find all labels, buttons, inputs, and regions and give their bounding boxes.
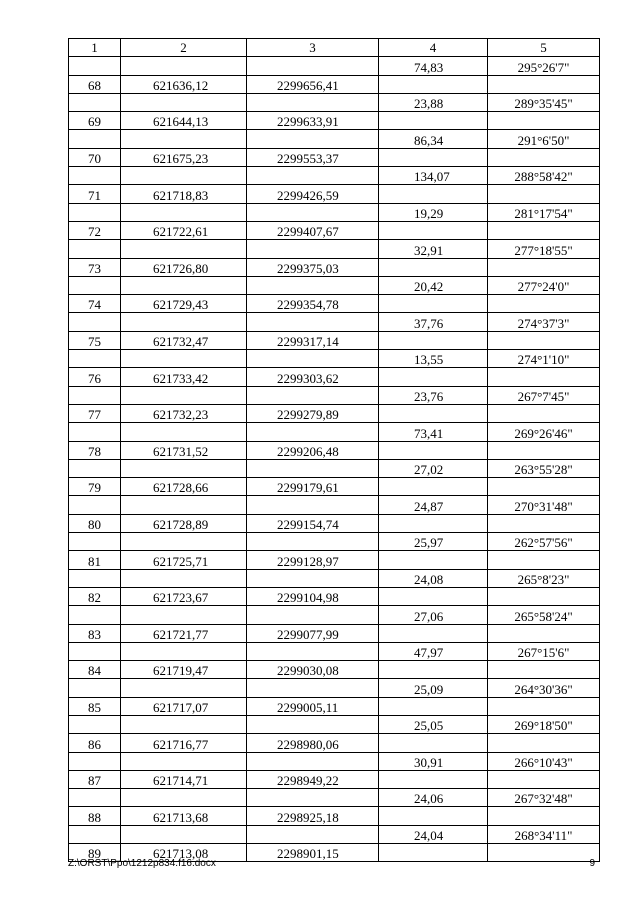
y-coordinate-cell: 2298949,22 xyxy=(247,770,379,788)
y-coordinate-cell: 2299179,61 xyxy=(247,478,379,496)
x-coordinate-cell: 621733,42 xyxy=(121,368,247,386)
empty-cell xyxy=(247,240,379,258)
angle-cell: 277°18'55" xyxy=(488,240,600,258)
y-coordinate-cell: 2299128,97 xyxy=(247,551,379,569)
empty-cell xyxy=(379,221,488,239)
point-row xyxy=(69,514,600,532)
header-cell-3: 3 xyxy=(247,39,379,57)
empty-cell xyxy=(488,258,600,276)
measure-row xyxy=(69,825,600,843)
angle-cell: 274°37'3" xyxy=(488,313,600,331)
point-number-cell: 79 xyxy=(69,478,121,496)
angle-cell: 263°55'28" xyxy=(488,459,600,477)
point-row xyxy=(69,661,600,679)
empty-cell xyxy=(247,642,379,660)
y-coordinate-cell: 2299154,74 xyxy=(247,514,379,532)
point-row xyxy=(69,697,600,715)
distance-cell: 27,06 xyxy=(379,606,488,624)
point-number-cell: 86 xyxy=(69,734,121,752)
measure-row xyxy=(69,203,600,221)
distance-cell: 37,76 xyxy=(379,313,488,331)
empty-cell xyxy=(69,752,121,770)
empty-cell xyxy=(69,350,121,368)
empty-cell xyxy=(69,606,121,624)
distance-cell: 30,91 xyxy=(379,752,488,770)
empty-cell xyxy=(379,624,488,642)
empty-cell xyxy=(488,807,600,825)
empty-cell xyxy=(488,221,600,239)
distance-cell: 25,05 xyxy=(379,715,488,733)
empty-cell xyxy=(69,276,121,294)
measure-row xyxy=(69,167,600,185)
measure-row xyxy=(69,386,600,404)
distance-cell: 24,87 xyxy=(379,496,488,514)
x-coordinate-cell: 621726,80 xyxy=(121,258,247,276)
empty-cell xyxy=(379,185,488,203)
empty-cell xyxy=(69,642,121,660)
empty-cell xyxy=(379,551,488,569)
angle-cell: 295°26'7" xyxy=(488,57,600,75)
empty-cell xyxy=(69,423,121,441)
empty-cell xyxy=(121,496,247,514)
header-cell-1: 1 xyxy=(69,39,121,57)
angle-cell: 267°15'6" xyxy=(488,642,600,660)
point-number-cell: 83 xyxy=(69,624,121,642)
x-coordinate-cell: 621716,77 xyxy=(121,734,247,752)
empty-cell xyxy=(379,404,488,422)
empty-cell xyxy=(379,844,488,862)
distance-cell: 24,06 xyxy=(379,789,488,807)
empty-cell xyxy=(121,459,247,477)
x-coordinate-cell: 621718,83 xyxy=(121,185,247,203)
empty-cell xyxy=(69,459,121,477)
empty-cell xyxy=(247,752,379,770)
empty-cell xyxy=(247,606,379,624)
empty-cell xyxy=(121,203,247,221)
empty-cell xyxy=(379,734,488,752)
measure-row xyxy=(69,496,600,514)
measure-row xyxy=(69,789,600,807)
empty-cell xyxy=(488,514,600,532)
empty-cell xyxy=(488,404,600,422)
empty-cell xyxy=(121,715,247,733)
angle-cell: 267°7'45" xyxy=(488,386,600,404)
point-number-cell: 84 xyxy=(69,661,121,679)
angle-cell: 274°1'10" xyxy=(488,350,600,368)
empty-cell xyxy=(247,679,379,697)
empty-cell xyxy=(121,350,247,368)
distance-cell: 47,97 xyxy=(379,642,488,660)
point-row xyxy=(69,734,600,752)
angle-cell: 264°30'36" xyxy=(488,679,600,697)
x-coordinate-cell: 621713,08 xyxy=(121,844,247,862)
measure-row xyxy=(69,533,600,551)
empty-cell xyxy=(121,167,247,185)
empty-cell xyxy=(488,331,600,349)
empty-cell xyxy=(488,587,600,605)
x-coordinate-cell: 621728,66 xyxy=(121,478,247,496)
distance-cell: 25,97 xyxy=(379,533,488,551)
point-row xyxy=(69,331,600,349)
x-coordinate-cell: 621675,23 xyxy=(121,148,247,166)
empty-cell xyxy=(247,423,379,441)
empty-cell xyxy=(488,148,600,166)
measure-row xyxy=(69,276,600,294)
x-coordinate-cell: 621732,47 xyxy=(121,331,247,349)
x-coordinate-cell: 621731,52 xyxy=(121,441,247,459)
point-row xyxy=(69,148,600,166)
empty-cell xyxy=(69,679,121,697)
angle-cell: 265°58'24" xyxy=(488,606,600,624)
measure-row xyxy=(69,642,600,660)
angle-cell: 267°32'48" xyxy=(488,789,600,807)
empty-cell xyxy=(488,624,600,642)
empty-cell xyxy=(69,93,121,111)
y-coordinate-cell: 2299077,99 xyxy=(247,624,379,642)
empty-cell xyxy=(121,93,247,111)
point-number-cell: 81 xyxy=(69,551,121,569)
table-body xyxy=(69,39,600,862)
point-number-cell: 82 xyxy=(69,587,121,605)
angle-cell: 265°8'23" xyxy=(488,569,600,587)
measure-row xyxy=(69,313,600,331)
empty-cell xyxy=(69,533,121,551)
empty-cell xyxy=(247,789,379,807)
y-coordinate-cell: 2299279,89 xyxy=(247,404,379,422)
point-row xyxy=(69,185,600,203)
x-coordinate-cell: 621725,71 xyxy=(121,551,247,569)
empty-cell xyxy=(488,551,600,569)
empty-cell xyxy=(121,752,247,770)
measure-row xyxy=(69,715,600,733)
measure-row xyxy=(69,606,600,624)
point-row xyxy=(69,295,600,313)
measure-row xyxy=(69,679,600,697)
point-row xyxy=(69,404,600,422)
empty-cell xyxy=(121,569,247,587)
point-number-cell: 77 xyxy=(69,404,121,422)
point-row xyxy=(69,551,600,569)
empty-cell xyxy=(379,295,488,313)
empty-cell xyxy=(488,478,600,496)
y-coordinate-cell: 2299354,78 xyxy=(247,295,379,313)
angle-cell: 268°34'11" xyxy=(488,825,600,843)
header-cell-2: 2 xyxy=(121,39,247,57)
empty-cell xyxy=(247,130,379,148)
measure-row xyxy=(69,93,600,111)
point-row xyxy=(69,221,600,239)
x-coordinate-cell: 621719,47 xyxy=(121,661,247,679)
x-coordinate-cell: 621732,23 xyxy=(121,404,247,422)
distance-cell: 134,07 xyxy=(379,167,488,185)
coordinates-table xyxy=(68,38,600,862)
point-row xyxy=(69,75,600,93)
empty-cell xyxy=(121,825,247,843)
empty-cell xyxy=(69,569,121,587)
y-coordinate-cell: 2299104,98 xyxy=(247,587,379,605)
distance-cell: 86,34 xyxy=(379,130,488,148)
empty-cell xyxy=(379,258,488,276)
empty-cell xyxy=(247,57,379,75)
angle-cell: 262°57'56" xyxy=(488,533,600,551)
empty-cell xyxy=(69,386,121,404)
empty-cell xyxy=(247,276,379,294)
empty-cell xyxy=(247,496,379,514)
measure-row xyxy=(69,240,600,258)
empty-cell xyxy=(121,606,247,624)
distance-cell: 19,29 xyxy=(379,203,488,221)
empty-cell xyxy=(488,844,600,862)
empty-cell xyxy=(379,331,488,349)
y-coordinate-cell: 2298980,06 xyxy=(247,734,379,752)
empty-cell xyxy=(247,533,379,551)
point-number-cell: 71 xyxy=(69,185,121,203)
measure-row xyxy=(69,569,600,587)
x-coordinate-cell: 621717,07 xyxy=(121,697,247,715)
empty-cell xyxy=(379,697,488,715)
angle-cell: 269°18'50" xyxy=(488,715,600,733)
y-coordinate-cell: 2299656,41 xyxy=(247,75,379,93)
page-number: 9 xyxy=(589,858,595,869)
y-coordinate-cell: 2299303,62 xyxy=(247,368,379,386)
empty-cell xyxy=(247,459,379,477)
x-coordinate-cell: 621644,13 xyxy=(121,112,247,130)
empty-cell xyxy=(121,313,247,331)
file-path: Z:\ORST\Ppo\1212p834.f16.docx xyxy=(68,858,216,869)
empty-cell xyxy=(379,112,488,130)
y-coordinate-cell: 2299375,03 xyxy=(247,258,379,276)
angle-cell: 288°58'42" xyxy=(488,167,600,185)
empty-cell xyxy=(488,112,600,130)
point-row xyxy=(69,587,600,605)
y-coordinate-cell: 2299005,11 xyxy=(247,697,379,715)
empty-cell xyxy=(121,423,247,441)
empty-cell xyxy=(247,203,379,221)
point-number-cell: 89 xyxy=(69,844,121,862)
distance-cell: 27,02 xyxy=(379,459,488,477)
point-row xyxy=(69,258,600,276)
empty-cell xyxy=(69,203,121,221)
empty-cell xyxy=(121,789,247,807)
empty-cell xyxy=(488,661,600,679)
empty-cell xyxy=(121,130,247,148)
y-coordinate-cell: 2299553,37 xyxy=(247,148,379,166)
y-coordinate-cell: 2299633,91 xyxy=(247,112,379,130)
distance-cell: 73,41 xyxy=(379,423,488,441)
empty-cell xyxy=(69,789,121,807)
point-row xyxy=(69,368,600,386)
empty-cell xyxy=(69,715,121,733)
point-row xyxy=(69,112,600,130)
angle-cell: 266°10'43" xyxy=(488,752,600,770)
distance-cell: 24,08 xyxy=(379,569,488,587)
distance-cell: 23,76 xyxy=(379,386,488,404)
angle-cell: 269°26'46" xyxy=(488,423,600,441)
measure-row xyxy=(69,752,600,770)
measure-row xyxy=(69,459,600,477)
x-coordinate-cell: 621723,67 xyxy=(121,587,247,605)
distance-cell: 13,55 xyxy=(379,350,488,368)
y-coordinate-cell: 2299317,14 xyxy=(247,331,379,349)
empty-cell xyxy=(69,57,121,75)
empty-cell xyxy=(379,587,488,605)
empty-cell xyxy=(379,441,488,459)
angle-cell: 277°24'0" xyxy=(488,276,600,294)
empty-cell xyxy=(247,313,379,331)
measure-row xyxy=(69,130,600,148)
point-row xyxy=(69,770,600,788)
empty-cell xyxy=(247,569,379,587)
y-coordinate-cell: 2298901,15 xyxy=(247,844,379,862)
point-row xyxy=(69,441,600,459)
distance-cell: 20,42 xyxy=(379,276,488,294)
point-row xyxy=(69,807,600,825)
angle-cell: 291°6'50" xyxy=(488,130,600,148)
point-number-cell: 78 xyxy=(69,441,121,459)
angle-cell: 270°31'48" xyxy=(488,496,600,514)
empty-cell xyxy=(247,350,379,368)
empty-cell xyxy=(247,167,379,185)
empty-cell xyxy=(379,770,488,788)
y-coordinate-cell: 2299206,48 xyxy=(247,441,379,459)
x-coordinate-cell: 621636,12 xyxy=(121,75,247,93)
measure-row xyxy=(69,57,600,75)
angle-cell: 289°35'45" xyxy=(488,93,600,111)
distance-cell: 23,88 xyxy=(379,93,488,111)
point-row xyxy=(69,624,600,642)
empty-cell xyxy=(488,697,600,715)
empty-cell xyxy=(69,496,121,514)
point-number-cell: 70 xyxy=(69,148,121,166)
empty-cell xyxy=(379,514,488,532)
point-number-cell: 75 xyxy=(69,331,121,349)
point-number-cell: 68 xyxy=(69,75,121,93)
empty-cell xyxy=(121,386,247,404)
point-number-cell: 76 xyxy=(69,368,121,386)
point-number-cell: 85 xyxy=(69,697,121,715)
empty-cell xyxy=(488,185,600,203)
point-number-cell: 80 xyxy=(69,514,121,532)
distance-cell: 74,83 xyxy=(379,57,488,75)
angle-cell: 281°17'54" xyxy=(488,203,600,221)
empty-cell xyxy=(379,368,488,386)
header-cell-5: 5 xyxy=(488,39,600,57)
empty-cell xyxy=(379,661,488,679)
empty-cell xyxy=(247,386,379,404)
empty-cell xyxy=(247,715,379,733)
header-row xyxy=(69,39,600,57)
point-number-cell: 73 xyxy=(69,258,121,276)
empty-cell xyxy=(69,240,121,258)
measure-row xyxy=(69,423,600,441)
empty-cell xyxy=(121,57,247,75)
y-coordinate-cell: 2299426,59 xyxy=(247,185,379,203)
point-number-cell: 72 xyxy=(69,221,121,239)
x-coordinate-cell: 621729,43 xyxy=(121,295,247,313)
distance-cell: 32,91 xyxy=(379,240,488,258)
empty-cell xyxy=(247,93,379,111)
distance-cell: 24,04 xyxy=(379,825,488,843)
x-coordinate-cell: 621714,71 xyxy=(121,770,247,788)
empty-cell xyxy=(121,679,247,697)
empty-cell xyxy=(379,807,488,825)
empty-cell xyxy=(121,240,247,258)
point-number-cell: 87 xyxy=(69,770,121,788)
x-coordinate-cell: 621721,77 xyxy=(121,624,247,642)
empty-cell xyxy=(488,295,600,313)
empty-cell xyxy=(69,825,121,843)
y-coordinate-cell: 2299407,67 xyxy=(247,221,379,239)
empty-cell xyxy=(121,276,247,294)
point-number-cell: 88 xyxy=(69,807,121,825)
empty-cell xyxy=(379,75,488,93)
empty-cell xyxy=(121,533,247,551)
point-number-cell: 74 xyxy=(69,295,121,313)
empty-cell xyxy=(247,825,379,843)
empty-cell xyxy=(488,368,600,386)
distance-cell: 25,09 xyxy=(379,679,488,697)
y-coordinate-cell: 2299030,08 xyxy=(247,661,379,679)
empty-cell xyxy=(69,167,121,185)
point-number-cell: 69 xyxy=(69,112,121,130)
empty-cell xyxy=(488,734,600,752)
x-coordinate-cell: 621722,61 xyxy=(121,221,247,239)
empty-cell xyxy=(69,130,121,148)
empty-cell xyxy=(379,148,488,166)
empty-cell xyxy=(121,642,247,660)
empty-cell xyxy=(379,478,488,496)
point-row xyxy=(69,478,600,496)
measure-row xyxy=(69,350,600,368)
y-coordinate-cell: 2298925,18 xyxy=(247,807,379,825)
empty-cell xyxy=(69,313,121,331)
empty-cell xyxy=(488,441,600,459)
empty-cell xyxy=(488,75,600,93)
x-coordinate-cell: 621713,68 xyxy=(121,807,247,825)
header-cell-4: 4 xyxy=(379,39,488,57)
empty-cell xyxy=(488,770,600,788)
x-coordinate-cell: 621728,89 xyxy=(121,514,247,532)
